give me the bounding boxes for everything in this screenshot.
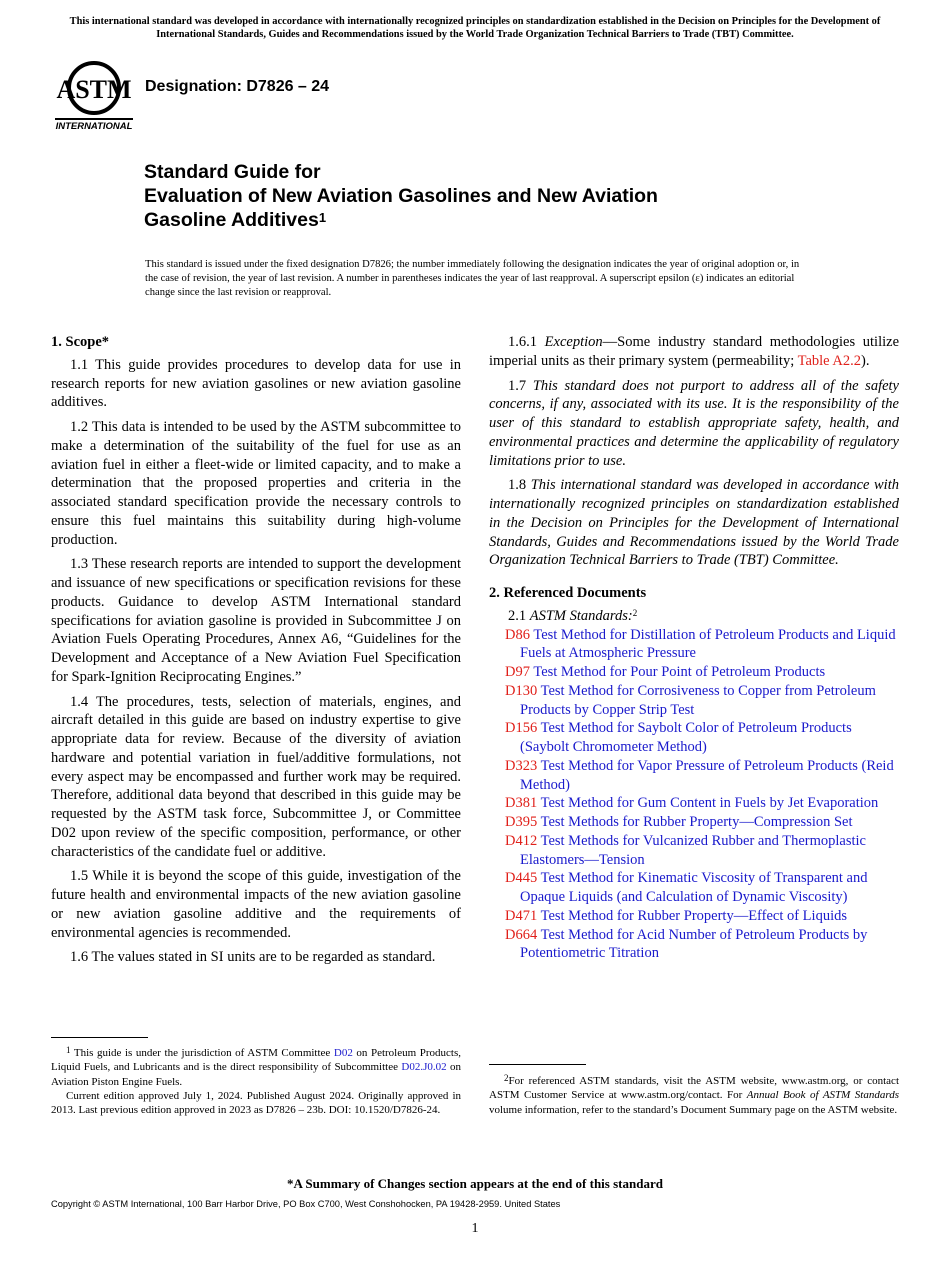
reference-item[interactable] [489,869,899,907]
reference-code-link[interactable]: D97 [505,664,530,680]
footnote-2-b: volume information, refer to the standard’s Document Summary page on the ASTM website. [489,1103,898,1116]
p17-text: This standard does not purport to address all of the safety concerns, if any, associated with its use. It is the responsibility of the user of this standard to establish appropriate safety, health, and environmental practices and determine the applicability of regulatory limitations prior to use. [489,377,899,469]
reference-code-link[interactable]: D323 [505,757,538,774]
reference-item[interactable] [489,794,899,813]
footnote-1-edition: Current edition approved July 1, 2024. Published August 2024. Originally approved in 2013. Last previous edition approved in 2023 as D7826 – 23b. DOI: 10.1520/D7826-24. [51,1089,461,1117]
paragraph-1-4: 1.4 The procedures, tests, selection of materials, engines, and aircraft detailed in this guide are based on industry expertise to give appropriate data for review. Because of the diversity of aviation hardware and potential variation in fuel/additive formulations, not every aspect may be encompassed and further work may be required. Therefore, additional data beyond that described in this guide may be requested by the ASTM task force, Subcommittee J, or Committee D02 upon review of the specific composition, performance, or other characteristics of the candidate fuel or additive. [51,693,461,860]
reference-title-link[interactable]: Test Methods for Rubber Property—Compression Set [540,814,853,830]
p161-end: ). [861,352,870,369]
footnote-2 [489,1074,899,1117]
referenced-standards-list [489,626,899,964]
footnote-1-b: on Petroleum Products, Liquid Fuels, and Lubricants and is the direct responsibility of Subcommittee [51,1047,461,1074]
reference-item[interactable] [489,682,899,720]
reference-title-link[interactable]: Test Method for Vapor Pressure of Petroleum Products (Reid Method) [520,757,894,793]
reference-code-link[interactable]: D664 [505,926,538,943]
reference-code-link[interactable]: D86 [505,626,530,643]
reference-item[interactable] [489,663,899,682]
designation: Designation: D7826 – 24 [145,78,330,95]
reference-title-link[interactable]: Test Method for Corrosiveness to Copper from Petroleum Products by Copper Strip Test [520,682,876,718]
footnote-1-mark: 1 [66,1045,71,1055]
footnote-1-a: This guide is under the jurisdiction of ASTM Committee [73,1047,334,1059]
reference-code-link[interactable]: D156 [505,720,538,737]
reference-item[interactable] [489,757,899,795]
reference-title-link[interactable]: Test Method for Saybolt Color of Petroleum Products (Saybolt Chromometer Method) [520,720,852,755]
top-notice: This international standard was developed in accordance with internationally recognized principles on standardization established in the Decision on Principles for the Development of International Standards, Guides and Recommendations issued by the World Trade Organization Technical Barriers to Trade (TBT) Committee. [69,16,881,40]
title-line-1: Standard Guide for [144,161,321,183]
footnote-1-c: on Aviation Piston Engine Fuels. [51,1061,461,1088]
footnote-rule [51,1037,148,1038]
p21-mark: 2 [632,607,638,618]
paragraph-1-7 [489,377,899,471]
reference-title-link[interactable]: Test Method for Kinematic Viscosity of Transparent and Opaque Liquids (and Calculation of Dynamic Viscosity) [520,870,868,905]
right-column [489,333,899,963]
reference-title-link[interactable]: Test Method for Gum Content in Fuels by Jet Evaporation [540,795,879,812]
footnote-2-italic: Annual Book of ASTM Standards [746,1089,899,1102]
document-title [144,160,844,232]
reference-code-link[interactable]: D471 [505,907,538,924]
title-footnote-mark[interactable]: 1 [318,210,327,225]
paragraph-1-1: 1.1 This guide provides procedures to develop data for use in research reports for new aviation gasolines or new aviation gasoline additives. [51,356,461,411]
p21-num: 2.1 [508,607,527,624]
footnote-rule [489,1064,586,1065]
p18-text: This international standard was developed in accordance with internationally recognized principles on standardization established in the Decision on Principles for the Development of International Standards, Guides and Recommendations issued by the World Trade Organization Technical Barriers to Trade (TBT) Committee. [489,477,899,569]
astm-logo-mark [53,58,135,132]
p21-label: ASTM Standards: [529,607,633,624]
left-column [51,333,461,973]
paragraph-1-5: 1.5 While it is beyond the scope of this guide, investigation of the future health and environmental impacts of the new aviation gasoline or new aviation gasoline additive and the requirements of environmental agencies is recommended. [51,868,461,941]
referenced-documents-heading: 2. Referenced Documents [489,585,647,601]
p18-num: 1.8 [508,477,527,494]
footnote-2-mark: 2 [504,1073,509,1083]
summary-note: *A Summary of Changes section appears at the end of this standard [287,1176,663,1191]
copyright: Copyright © ASTM International, 100 Barr Harbor Drive, PO Box C700, West Conshohocken, PA 19428-2959. United States [51,1199,561,1209]
footnote-1-text [51,1046,461,1089]
reference-title-link[interactable]: Test Method for Acid Number of Petroleum Products by Potentiometric Titration [520,926,868,962]
subcommittee-link[interactable]: D02.J0.02 [401,1061,447,1074]
logo-text: INTERNATIONAL [55,121,133,132]
paragraph-2-1 [489,607,899,626]
p161-num: 1.6.1 [508,334,537,350]
reference-item[interactable] [489,626,899,664]
reference-title-link[interactable]: Test Methods for Vulcanized Rubber and Thermoplastic Elastomers—Tension [520,832,866,868]
paragraph-1-6: 1.6 The values stated in SI units are to be regarded as standard. [70,949,436,966]
reference-title-link[interactable]: Test Method for Rubber Property—Effect of Liquids [540,907,847,924]
p17-num: 1.7 [508,377,527,394]
footnote-1 [51,1046,461,1117]
committee-link[interactable]: D02 [333,1047,353,1059]
scope-heading: 1. Scope* [51,334,109,350]
reference-code-link[interactable]: D381 [505,795,538,812]
reference-item[interactable] [489,832,899,870]
reference-code-link[interactable]: D445 [505,870,538,887]
reference-code-link[interactable]: D395 [505,814,538,830]
page-number: 1 [471,1221,479,1236]
paragraph-1-8 [489,476,899,570]
title-line-3-text: Gasoline Additives [144,209,319,231]
title-line-2: Evaluation of New Aviation Gasolines and New Aviation [144,185,658,207]
footnotes-right [489,1064,899,1117]
reference-title-link[interactable]: Test Method for Pour Point of Petroleum Products [533,664,826,680]
p161-text: —Some industry standard methodologies utilize imperial units as their primary system (permeability; [489,334,900,369]
astm-logo [53,58,135,132]
title-line-3 [144,208,844,232]
reference-item[interactable] [489,926,899,964]
paragraph-1-6-1 [489,333,899,371]
reference-code-link[interactable]: D130 [505,682,538,699]
logo-mark-text: ASTM [56,75,132,104]
reference-item[interactable] [489,813,899,832]
reference-code-link[interactable]: D412 [505,832,538,849]
table-a2-2-link[interactable]: Table A2.2 [797,352,862,369]
reference-title-link[interactable]: Test Method for Distillation of Petroleum Products and Liquid Fuels at Atmospheric Pressure [520,626,896,662]
paragraph-1-2: 1.2 This data is intended to be used by the ASTM subcommittee to make a determination of the suitability of the fuel for use as an aviation fuel in either a fleet-wide or limited capacity, and to make a determination that the proposed properties and criteria in the associated standard specification provide the necessary controls to ensure this fuel maintains this suitability during high-volume production. [51,419,461,548]
footnotes-left [51,1037,461,1117]
footnote-2-text [489,1074,899,1117]
paragraph-1-3: 1.3 These research reports are intended to support the development and issuance of new specifications or specification revisions for these products. Guidance to develop ASTM International standard specifications for aviation gasoline is provided in Subcommittee J on Aviation Fuels Operating Procedures, Annex A6, “Guidelines for the Development and Acceptance of a New Aviation Fuel Specification for Spark-Ignition Reciprocating Engines.” [51,556,461,685]
footnote-2-a: For referenced ASTM standards, visit the ASTM website, www.astm.org, or contact ASTM Customer Service at www.astm.org/contact. For [489,1075,899,1102]
reference-item[interactable] [489,719,899,757]
standard-note: This standard is issued under the fixed designation D7826; the number immediately following the designation indicates the year of original adoption or, in the case of revision, the year of last revision. A number in parentheses indicates the year of last reapproval. A superscript epsilon (ε) indicates an editorial change since the last revision or reapproval. [145,259,800,299]
reference-item[interactable] [489,907,899,926]
p161-label: Exception [544,334,603,350]
